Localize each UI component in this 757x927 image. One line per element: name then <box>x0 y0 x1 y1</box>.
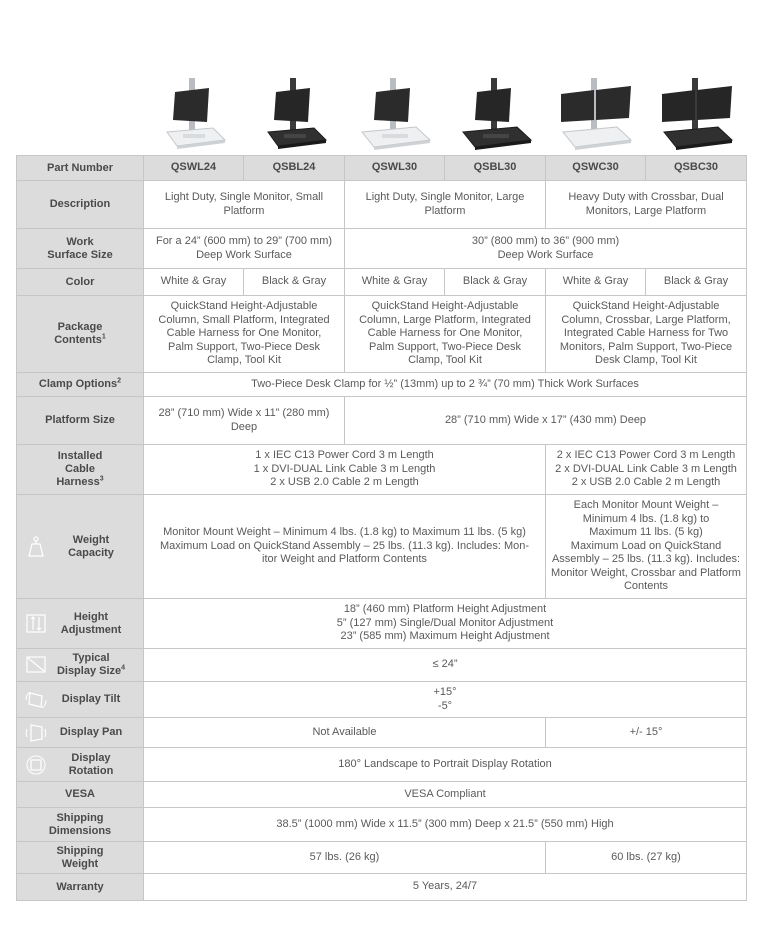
warranty-cell: 5 Years, 24/7 <box>144 874 747 901</box>
product-images <box>143 72 746 152</box>
work-surface-row <box>17 229 747 269</box>
platform-size-cell: 28” (710 mm) Wide x 11” (280 mm) Deep <box>144 397 345 445</box>
cable-harness-row <box>17 445 747 495</box>
color-label: Color <box>17 269 144 296</box>
color-cell: Black & Gray <box>445 269 546 296</box>
clamp-options-row <box>17 373 747 397</box>
color-cell: Black & Gray <box>244 269 345 296</box>
product-image-qsbl24 <box>244 72 345 152</box>
display-pan-icon <box>24 721 48 745</box>
cable-harness-cell: 1 x IEC C13 Power Cord 3 m Length 1 x DVI-DUAL Link Cable 3 m Length 2 x USB 2.0 Cable 2 m Length <box>144 445 546 495</box>
description-row <box>17 181 747 229</box>
weight-capacity-label: Weight Capacity <box>17 495 144 599</box>
part-number-cell: QSBC30 <box>646 156 747 181</box>
height-adjust-icon <box>24 612 48 636</box>
product-image-qsbl30 <box>445 72 546 152</box>
display-tilt-cell: +15° -5° <box>144 682 747 718</box>
display-rotation-row <box>17 748 747 782</box>
cable-harness-cell: 2 x IEC C13 Power Cord 3 m Length 2 x DVI-DUAL Link Cable 3 m Length 2 x USB 2.0 Cable 2 m Length <box>546 445 747 495</box>
display-pan-cell: +/- 15° <box>546 718 747 748</box>
shipping-dimensions-row <box>17 808 747 842</box>
shipping-weight-cell: 57 lbs. (26 kg) <box>144 842 546 874</box>
platform-size-label: Platform Size <box>17 397 144 445</box>
warranty-label: Warranty <box>17 874 144 901</box>
height-adjustment-row <box>17 599 747 649</box>
package-contents-cell: QuickStand Height-Adjustable Column, Crossbar, Large Platform, Integrated Cable Harness for Two Monitors, Palm Support, Two-Piece Desk Clamp, Tool Kit <box>546 296 747 373</box>
quickstand-black-large-image <box>455 76 535 152</box>
package-contents-label: Package Contents$^1$ <box>17 296 144 373</box>
quickstand-white-large-image <box>354 76 434 152</box>
platform-size-row <box>17 397 747 445</box>
part-number-cell: QSWL30 <box>345 156 445 181</box>
description-cell: Heavy Duty with Crossbar, Dual Monitors, Large Platform <box>546 181 747 229</box>
weight-capacity-row <box>17 495 747 599</box>
shipping-weight-label: Shipping Weight <box>17 842 144 874</box>
display-tilt-icon <box>24 688 48 712</box>
display-size-icon <box>24 653 48 677</box>
description-cell: Light Duty, Single Monitor, Small Platform <box>144 181 345 229</box>
shipping-dimensions-cell: 38.5” (1000 mm) Wide x 11.5” (300 mm) Deep x 21.5” (550 mm) High <box>144 808 747 842</box>
color-cell: White & Gray <box>345 269 445 296</box>
shipping-dimensions-label: Shipping Dimensions <box>17 808 144 842</box>
work-surface-cell: 30” (800 mm) to 36” (900 mm) Deep Work Surface <box>345 229 747 269</box>
product-image-qswc30 <box>545 72 646 152</box>
color-row <box>17 269 747 296</box>
part-number-row <box>17 156 747 181</box>
part-number-cell: QSWL24 <box>144 156 244 181</box>
color-cell: White & Gray <box>144 269 244 296</box>
vesa-label: VESA <box>17 782 144 808</box>
display-pan-row <box>17 718 747 748</box>
vesa-cell: VESA Compliant <box>144 782 747 808</box>
shipping-weight-row <box>17 842 747 874</box>
part-number-cell: QSBL30 <box>445 156 546 181</box>
height-adjustment-label: Height Adjustment <box>17 599 144 649</box>
package-contents-row <box>17 296 747 373</box>
display-rotation-label: Display Rotation <box>17 748 144 782</box>
weight-capacity-cell: Each Monitor Mount Weight – Minimum 4 lbs. (1.8 kg) to Maximum 11 lbs. (5 kg) Maximum Load on QuickStand Assembly – 25 lbs. (11.3 kg). Includes: Monitor Weight, Crossbar and Platform Contents <box>546 495 747 599</box>
package-contents-cell: QuickStand Height-Adjustable Column, Large Platform, Integrated Cable Harness for One Monitor, Palm Support, Two-Piece Desk Clamp, Tool Kit <box>345 296 546 373</box>
color-cell: Black & Gray <box>646 269 747 296</box>
quickstand-black-dual-image <box>656 76 736 152</box>
package-contents-cell: QuickStand Height-Adjustable Column, Small Platform, Integrated Cable Harness for One Monitor, Palm Support, Two-Piece Desk Clamp, Tool Kit <box>144 296 345 373</box>
height-adjustment-cell: 18” (460 mm) Platform Height Adjustment 5” (127 mm) Single/Dual Monitor Adjustment 23” (585 mm) Maximum Height Adjustment <box>144 599 747 649</box>
display-size-row <box>17 649 747 682</box>
part-number-cell: QSWC30 <box>546 156 646 181</box>
weight-icon <box>24 535 48 559</box>
clamp-options-cell: Two-Piece Desk Clamp for ½” (13mm) up to 2 ¾” (70 mm) Thick Work Surfaces <box>144 373 747 397</box>
color-cell: White & Gray <box>546 269 646 296</box>
cable-harness-label: Installed Cable Harness$^3$ <box>17 445 144 495</box>
clamp-options-label: Clamp Options$^2$ <box>17 373 144 397</box>
part-number-label: Part Number <box>17 156 144 181</box>
display-tilt-row <box>17 682 747 718</box>
display-rotation-icon <box>24 753 48 777</box>
display-tilt-label: Display Tilt <box>17 682 144 718</box>
vesa-row <box>17 782 747 808</box>
weight-capacity-cell: Monitor Mount Weight – Minimum 4 lbs. (1.8 kg) to Maximum 11 lbs. (5 kg) Maximum Load on QuickStand Assembly – 25 lbs. (11.3 kg). Includes: Mon- itor Weight and Platform Contents <box>144 495 546 599</box>
shipping-weight-cell: 60 lbs. (27 kg) <box>546 842 747 874</box>
part-number-cell: QSBL24 <box>244 156 345 181</box>
work-surface-label: Work Surface Size <box>17 229 144 269</box>
product-image-qsbc30 <box>646 72 747 152</box>
display-pan-label: Display Pan <box>17 718 144 748</box>
product-image-qswl30 <box>344 72 445 152</box>
warranty-row <box>17 874 747 901</box>
quickstand-white-single-image <box>153 76 233 152</box>
display-rotation-cell: 180° Landscape to Portrait Display Rotation <box>144 748 747 782</box>
quickstand-white-dual-image <box>555 76 635 152</box>
description-cell: Light Duty, Single Monitor, Large Platform <box>345 181 546 229</box>
work-surface-cell: For a 24” (600 mm) to 29” (700 mm) Deep Work Surface <box>144 229 345 269</box>
display-pan-cell: Not Available <box>144 718 546 748</box>
display-size-cell: ≤ 24” <box>144 649 747 682</box>
display-size-label: Typical Display Size$^4$ <box>17 649 144 682</box>
quickstand-black-single-image <box>254 76 334 152</box>
spec-table <box>16 155 747 901</box>
description-label: Description <box>17 181 144 229</box>
platform-size-cell: 28” (710 mm) Wide x 17” (430 mm) Deep <box>345 397 747 445</box>
product-image-qswl24 <box>143 72 244 152</box>
